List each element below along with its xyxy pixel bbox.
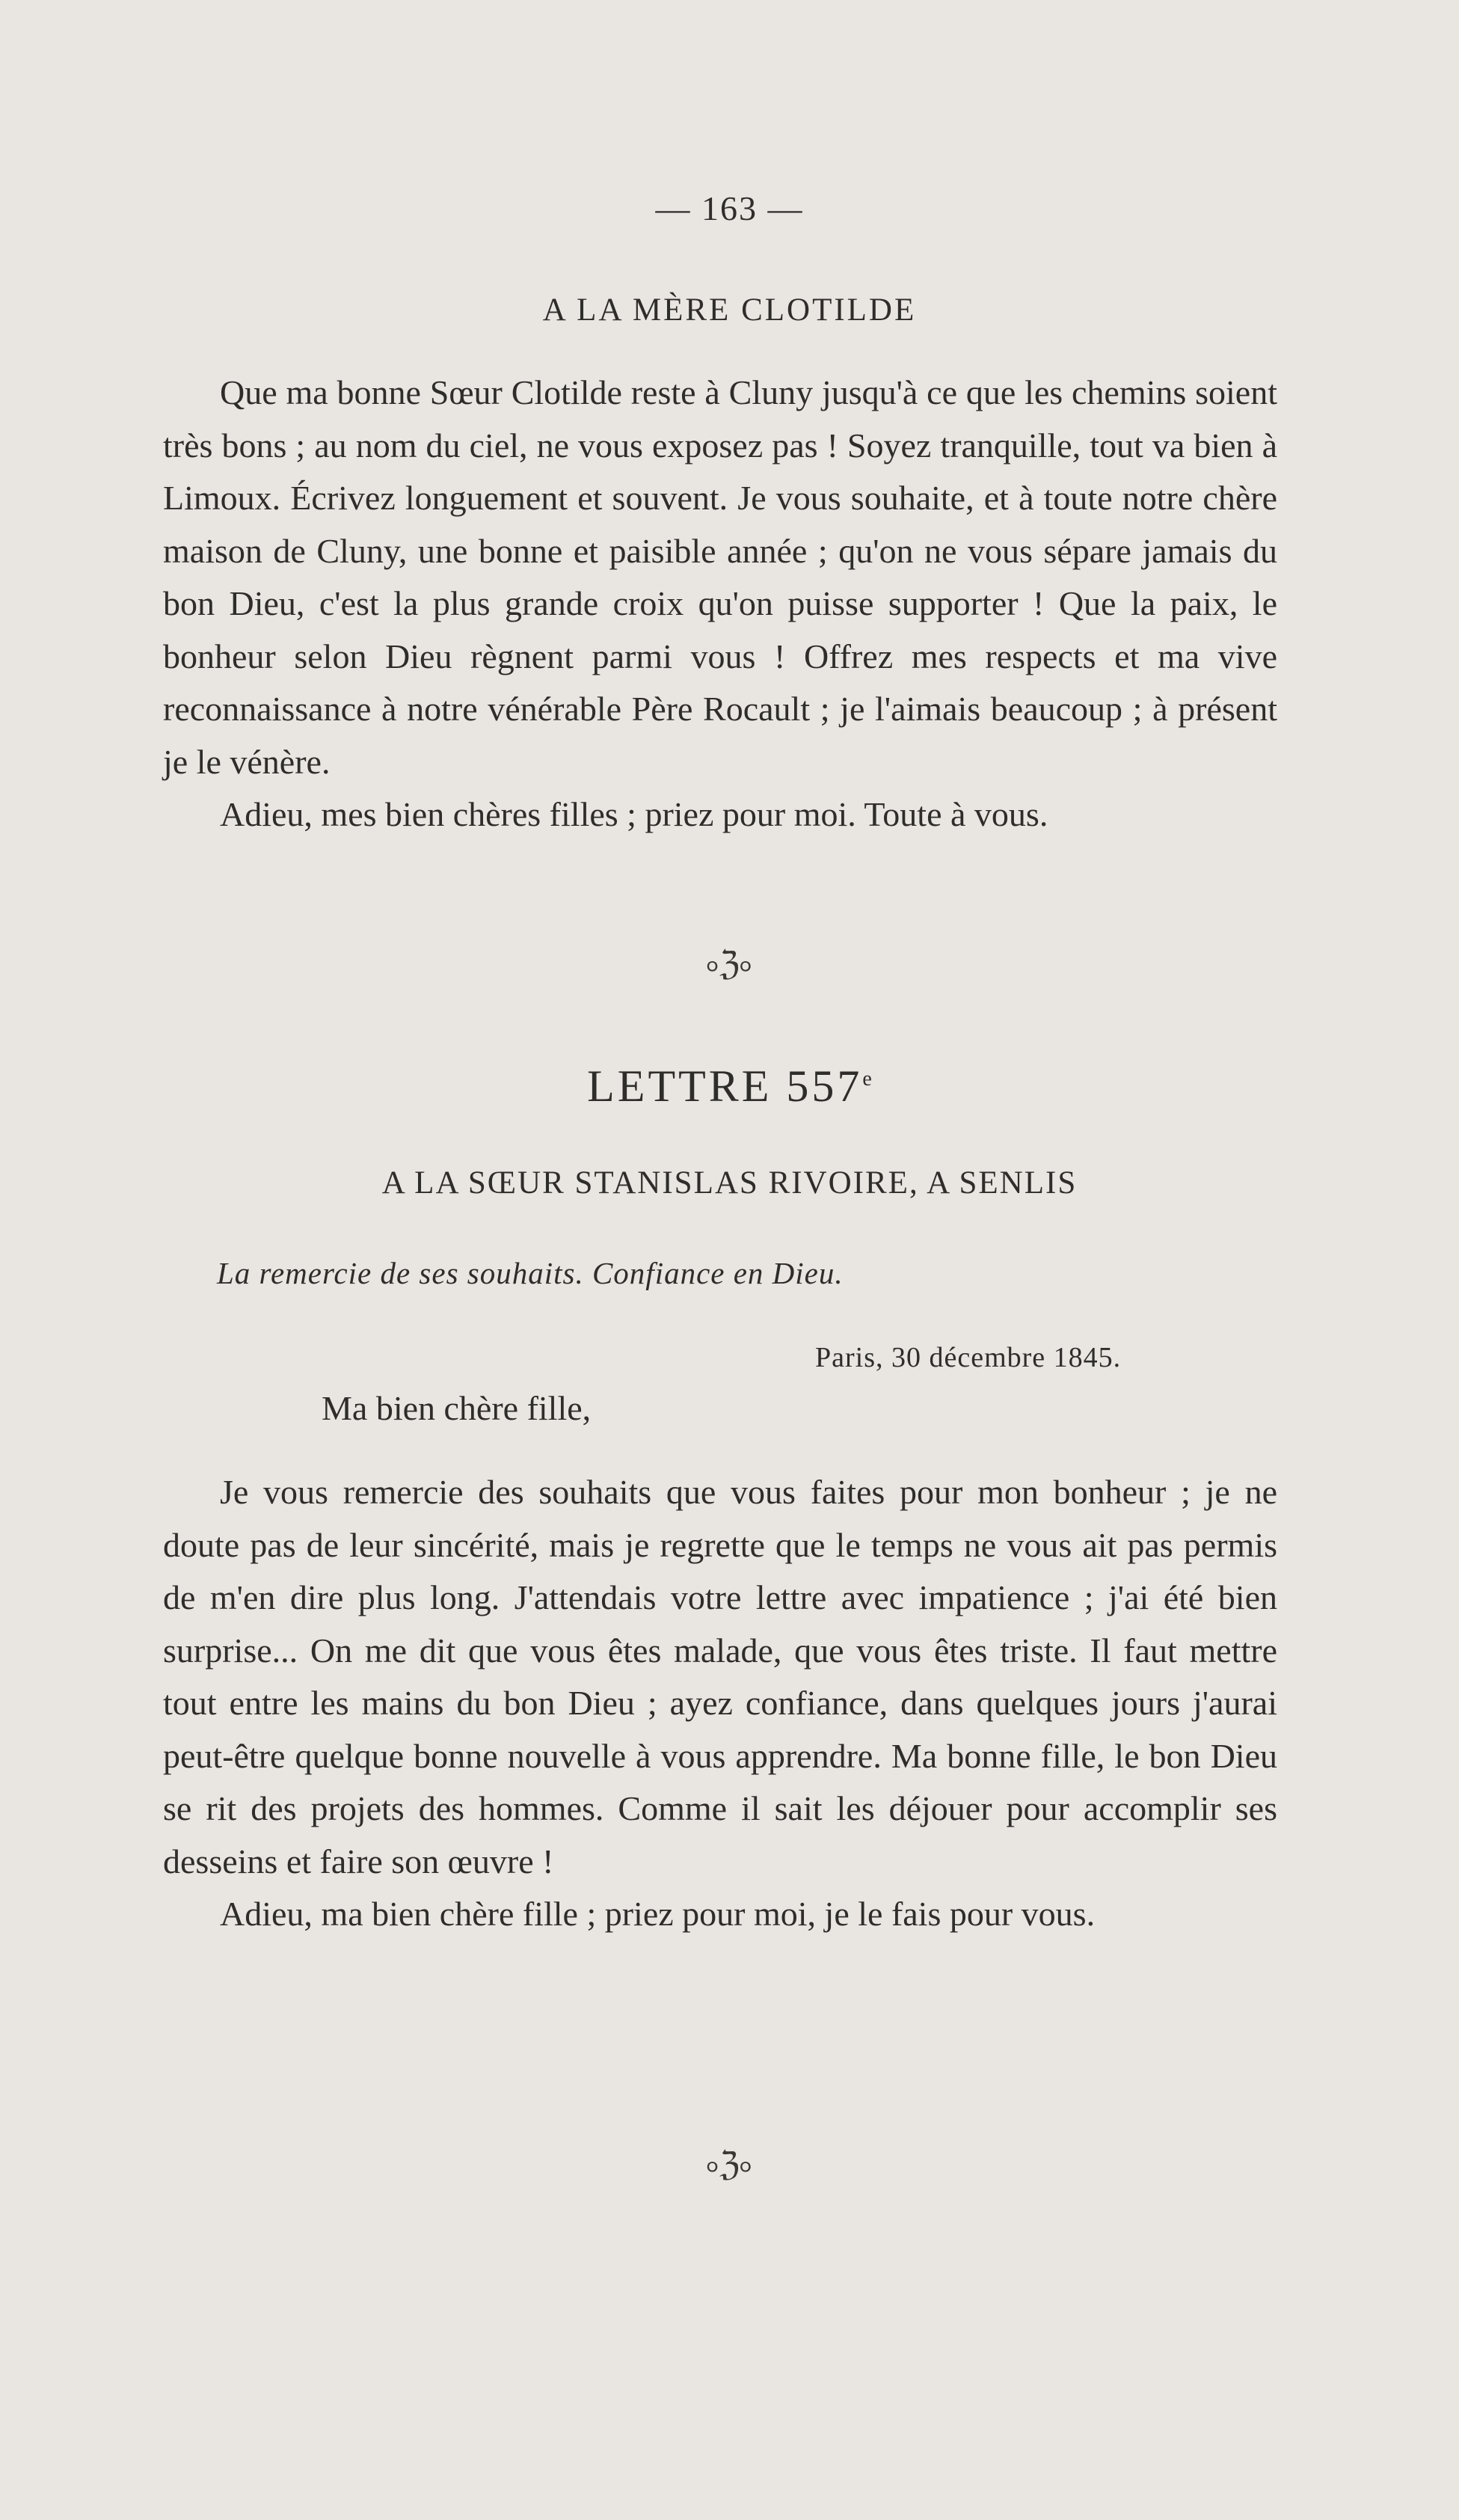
letter-title-suffix: e [862,1067,872,1091]
paragraph: Que ma bonne Sœur Clotilde reste à Cluny jusqu'à ce que les chemins soient très bons ; au nom du ciel, ne vous exposez pas ! Soyez tranquille, tout va bien à Limoux. Écrivez longuement et souvent. Je vous souhaite, et à toute notre chère maison de Cluny, une bonne et paisible année ; qu'on ne vous sépare jamais du bon Dieu, c'est la plus grande croix qu'on puisse supporter ! Que la paix, le bonheur selon Dieu règnent parmi vous ! Offrez mes respects et ma vive reconnaissance à notre vénérable Père Rocault ; je l'aimais beaucoup ; à présent je le vénère. [163,373,1277,781]
page-number: — 163 — [655,189,804,227]
letter-summary: La remercie de ses souhaits. Confiance en Dieu. [217,1256,844,1290]
letter-recipient-heading: A LA SŒUR STANISLAS RIVOIRE, A SENLIS [381,1165,1078,1201]
paragraph: Je vous remercie des souhaits que vous faites pour mon bonheur ; je ne doute pas de leur sincérité, mais je regrette que le temps ne vous ait pas permis de m'en dire plus long. J'attendais votre lettre avec impatience ; j'ai été bien surprise... On me dit que vous êtes malade, que vous êtes triste. Il faut mettre tout entre les mains du bon Dieu ; ayez confiance, dans quelques jours j'aurai peut-être quelque bonne nouvelle à vous apprendre. Ma bonne fille, le bon Dieu se rit des projets des hommes. Comme il sait les déjouer pour accomplir ses desseins et faire son œuvre ! [163,1473,1277,1880]
paragraph: Adieu, mes bien chères filles ; priez pour moi. Toute à vous. [220,795,1048,833]
letter-place-date: Paris, 30 décembre 1845. [815,1342,1122,1373]
letter-title [0,1061,1459,1112]
paragraph: Adieu, ma bien chère fille ; priez pour moi, je le fais pour vous. [220,1895,1096,1933]
letter-salutation: Ma bien chère fille, [322,1389,592,1427]
ornament-divider-end: ৹ℨ৹ [706,2146,753,2183]
ornament-divider: ৹ℨ৹ [706,945,753,982]
letter-title-text: LETTRE 557 [587,1061,863,1111]
section-heading-mere-clotilde: A LA MÈRE CLOTILDE [542,292,917,328]
letter-body-stanislas [163,1466,1277,1941]
letter-body-clotilde [163,367,1277,841]
